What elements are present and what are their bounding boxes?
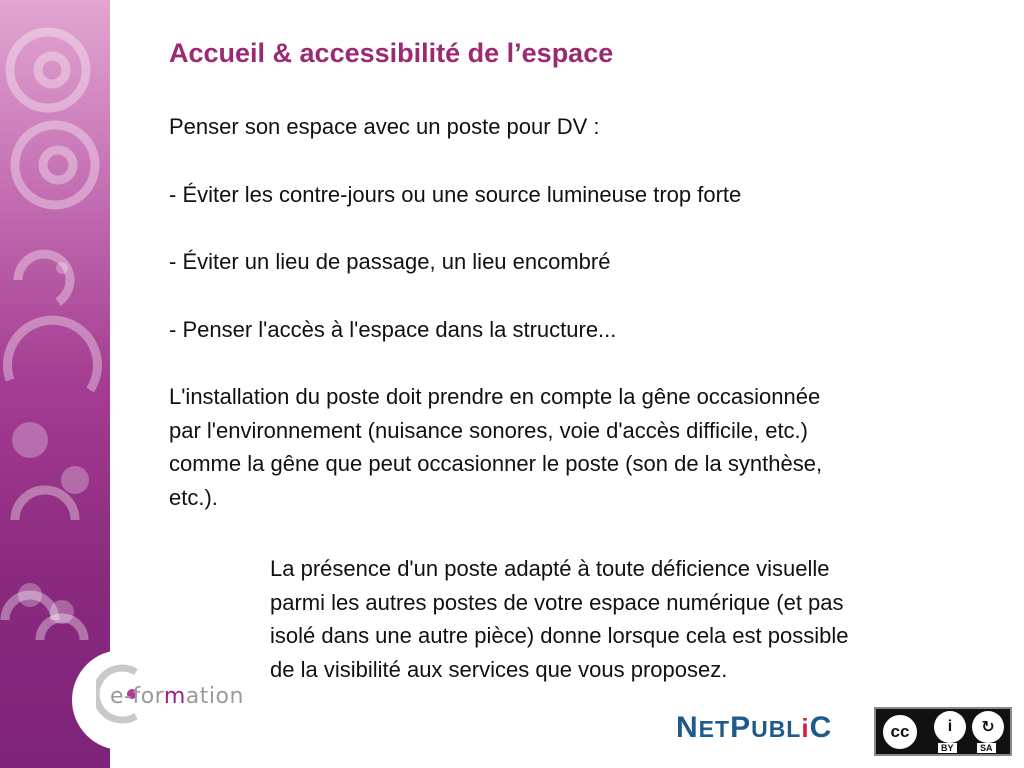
bullet-item: - Éviter un lieu de passage, un lieu encombré bbox=[169, 249, 611, 274]
netpublic-heart-icon: i bbox=[801, 713, 810, 743]
paragraph-line: L'installation du poste doit prendre en compte la gêne occasionnée bbox=[169, 384, 821, 409]
paragraph-line: comme la gêne que peut occasionner le poste (son de la synthèse, bbox=[169, 451, 823, 476]
eformation-mid: m bbox=[163, 684, 186, 709]
indented-paragraph bbox=[270, 552, 970, 686]
cc-by-label: BY bbox=[938, 743, 957, 753]
cc-icon: cc bbox=[880, 712, 920, 752]
decorative-sidebar bbox=[0, 0, 110, 768]
creative-commons-badge bbox=[874, 707, 1012, 756]
netpublic-p: P bbox=[730, 711, 752, 744]
netpublic-c: C bbox=[809, 711, 833, 744]
indented-line: parmi les autres postes de votre espace numérique (et pas bbox=[270, 589, 844, 615]
netpublic-logo bbox=[676, 711, 832, 745]
cc-sa-label: SA bbox=[977, 743, 996, 753]
attribution-icon: i bbox=[934, 711, 966, 743]
netpublic-ubl: UBL bbox=[751, 716, 802, 742]
bullet-item: - Éviter les contre-jours ou une source lumineuse trop forte bbox=[169, 181, 742, 207]
slide-title: Accueil & accessibilité de l’espace bbox=[169, 38, 614, 68]
netpublic-et: ET bbox=[698, 716, 731, 742]
indented-line: La présence d'un poste adapté à toute déficience visuelle bbox=[270, 556, 830, 581]
paragraph-line: par l'environnement (nuisance sonores, voie d'accès difficile, etc.) bbox=[169, 417, 808, 443]
eformation-suffix: ation bbox=[185, 684, 244, 709]
netpublic-n: N bbox=[676, 711, 699, 744]
slide-body bbox=[169, 110, 969, 514]
eformation-logo bbox=[110, 684, 244, 709]
share-alike-icon: ↻ bbox=[972, 711, 1004, 743]
sidebar-pattern-icon bbox=[0, 0, 110, 768]
paragraph-line: etc.). bbox=[169, 484, 218, 510]
intro-line: Penser son espace avec un poste pour DV : bbox=[169, 114, 600, 139]
bullet-item: - Penser l'accès à l'espace dans la structure... bbox=[169, 316, 617, 342]
eformation-prefix: e-for bbox=[110, 684, 164, 709]
indented-line: isolé dans une autre pièce) donne lorsque cela est possible bbox=[270, 623, 849, 648]
indented-line: de la visibilité aux services que vous proposez. bbox=[270, 656, 728, 682]
